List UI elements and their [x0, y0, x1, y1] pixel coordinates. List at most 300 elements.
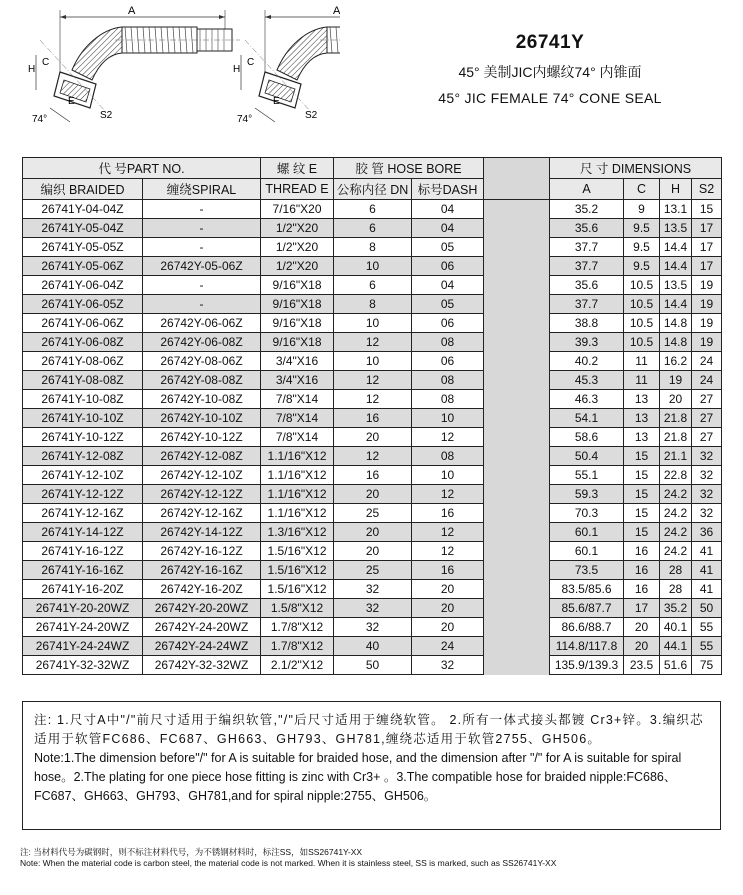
dim-h-cell: 24.2 [660, 504, 692, 523]
gap-cell [484, 523, 550, 542]
dim-h-cell: 14.8 [660, 333, 692, 352]
dim-h-cell: 21.8 [660, 409, 692, 428]
notes-cn: 注: 1.尺寸A中"/"前尺寸适用于编织软管,"/"后尺寸适用于缠绕软管。 2.所有一体式接头都镀 Cr3+锌。3.编织芯适用于软管FC686、FC687、GH663、GH793、GH781,缠绕芯适用于软管2755、GH506。 [34, 713, 704, 746]
bore-dash-cell: 05 [412, 295, 484, 314]
dim-c-cell: 11 [624, 352, 660, 371]
table-row [23, 276, 722, 295]
dim-c-cell: 16 [624, 542, 660, 561]
dim-c-cell: 9.5 [624, 238, 660, 257]
thread-e-cell: 1.7/8"X12 [261, 637, 334, 656]
notes-box [22, 701, 721, 830]
spec-table [22, 157, 722, 675]
bore-dn-cell: 10 [334, 352, 412, 371]
bore-dn-cell: 8 [334, 295, 412, 314]
bore-dash-cell: 16 [412, 561, 484, 580]
dim-h-cell: 24.2 [660, 523, 692, 542]
dim-h-cell: 14.4 [660, 257, 692, 276]
bore-dn-cell: 6 [334, 276, 412, 295]
table-row [23, 599, 722, 618]
gap-cell [484, 371, 550, 390]
table-row [23, 523, 722, 542]
dim-c-cell: 15 [624, 523, 660, 542]
table-row [23, 314, 722, 333]
gap-cell [484, 295, 550, 314]
bore-dash-cell: 20 [412, 580, 484, 599]
table-row [23, 390, 722, 409]
footer [20, 847, 725, 869]
part-braided-cell: 26741Y-16-20Z [23, 580, 143, 599]
header-hose-bore: 胶 管 HOSE BORE [334, 158, 484, 179]
bore-dash-cell: 06 [412, 314, 484, 333]
part-braided-cell: 26741Y-04-04Z [23, 200, 143, 219]
dim-c-cell: 20 [624, 618, 660, 637]
dim-c-cell: 16 [624, 580, 660, 599]
dim-s2-cell: 41 [692, 580, 722, 599]
part-braided-cell: 26741Y-05-06Z [23, 257, 143, 276]
table-row [23, 371, 722, 390]
part-braided-cell: 26741Y-05-04Z [23, 219, 143, 238]
dim-s2-cell: 19 [692, 333, 722, 352]
header-gap [484, 158, 550, 200]
dim-h-cell: 24.2 [660, 542, 692, 561]
bore-dn-cell: 20 [334, 485, 412, 504]
dim-h-cell: 44.1 [660, 637, 692, 656]
bore-dn-cell: 12 [334, 390, 412, 409]
col-braided: 编织 BRAIDED [23, 179, 143, 200]
dim-c-cell: 17 [624, 599, 660, 618]
dim-h-label: H [28, 64, 36, 75]
table-row [23, 200, 722, 219]
gap-cell [484, 200, 550, 219]
thread-e-cell: 9/16"X18 [261, 276, 334, 295]
dim-h-cell: 24.2 [660, 485, 692, 504]
thread-e-cell: 3/4"X16 [261, 352, 334, 371]
gap-cell [484, 219, 550, 238]
part-spiral-cell: 26742Y-14-12Z [143, 523, 261, 542]
dim-c-cell: 16 [624, 561, 660, 580]
part-spiral-cell: 26742Y-06-08Z [143, 333, 261, 352]
subtitle-cn: 45° 美制JIC内螺纹74° 内锥面 [458, 64, 642, 80]
bore-dash-cell: 05 [412, 238, 484, 257]
gap-cell [484, 352, 550, 371]
bore-dn-cell: 32 [334, 599, 412, 618]
thread-e-cell: 1.5/16"X12 [261, 542, 334, 561]
gap-cell [484, 390, 550, 409]
dim-s2-cell: 27 [692, 428, 722, 447]
footer-cn: 注: 当材料代号为碳钢时，则不标注材料代号，为不锈钢材料时，标注SS，如SS26741Y-XX [20, 847, 363, 857]
gap-cell [484, 447, 550, 466]
part-braided-cell: 26741Y-06-06Z [23, 314, 143, 333]
thread-e-cell: 9/16"X18 [261, 314, 334, 333]
bore-dn-cell: 40 [334, 637, 412, 656]
bore-dn-cell: 16 [334, 466, 412, 485]
dim-a-cell: 46.3 [550, 390, 624, 409]
bore-dn-cell: 12 [334, 333, 412, 352]
table-row [23, 409, 722, 428]
dim-c-label: C [42, 57, 50, 68]
bore-dn-cell: 32 [334, 580, 412, 599]
dim-a-cell: 60.1 [550, 542, 624, 561]
bore-dn-cell: 12 [334, 371, 412, 390]
col-thread: THREAD E [261, 179, 334, 200]
bore-dash-cell: 06 [412, 352, 484, 371]
dim-h-cell: 40.1 [660, 618, 692, 637]
dim-s2-cell: 55 [692, 618, 722, 637]
drawing-left [28, 5, 240, 125]
dim-c-cell: 15 [624, 485, 660, 504]
dim-h-cell: 28 [660, 580, 692, 599]
dim-s2-cell: 55 [692, 637, 722, 656]
dim-c-cell: 10.5 [624, 333, 660, 352]
part-braided-cell: 26741Y-06-05Z [23, 295, 143, 314]
bore-dash-cell: 10 [412, 466, 484, 485]
table-row [23, 352, 722, 371]
dim-s2-cell: 24 [692, 371, 722, 390]
bore-dash-cell: 08 [412, 371, 484, 390]
dim-s2-label: S2 [100, 110, 113, 121]
part-spiral-cell: 26742Y-10-10Z [143, 409, 261, 428]
bore-dn-cell: 32 [334, 618, 412, 637]
bore-dn-cell: 20 [334, 523, 412, 542]
bore-dash-cell: 04 [412, 219, 484, 238]
table-row [23, 295, 722, 314]
drawing-right [233, 5, 340, 125]
dim-a-cell: 40.2 [550, 352, 624, 371]
table-row [23, 466, 722, 485]
dim-s2-cell: 32 [692, 447, 722, 466]
dim-a-cell: 55.1 [550, 466, 624, 485]
dim-s2-cell: 27 [692, 409, 722, 428]
gap-cell [484, 485, 550, 504]
part-braided-cell: 26741Y-12-10Z [23, 466, 143, 485]
dim-s2-label-2: S2 [305, 110, 318, 121]
thread-e-cell: 1.7/8"X12 [261, 618, 334, 637]
bore-dash-cell: 04 [412, 200, 484, 219]
col-s2: S2 [692, 179, 722, 200]
part-braided-cell: 26741Y-14-12Z [23, 523, 143, 542]
dim-a-cell: 50.4 [550, 447, 624, 466]
dim-c-cell: 10.5 [624, 276, 660, 295]
table-row [23, 333, 722, 352]
dim-c-cell: 15 [624, 447, 660, 466]
dim-s2-cell: 24 [692, 352, 722, 371]
dim-h-cell: 13.1 [660, 200, 692, 219]
dim-a-cell: 59.3 [550, 485, 624, 504]
dim-h-cell: 22.8 [660, 466, 692, 485]
bore-dash-cell: 20 [412, 599, 484, 618]
dim-s2-cell: 19 [692, 314, 722, 333]
dim-a-cell: 37.7 [550, 257, 624, 276]
thread-e-cell: 9/16"X18 [261, 333, 334, 352]
thread-e-cell: 1.1/16"X12 [261, 485, 334, 504]
bore-dash-cell: 04 [412, 276, 484, 295]
part-braided-cell: 26741Y-05-05Z [23, 238, 143, 257]
col-dn: 公称内径 DN [334, 179, 412, 200]
dim-h-cell: 14.4 [660, 238, 692, 257]
table-row [23, 542, 722, 561]
thread-e-cell: 1.5/16"X12 [261, 580, 334, 599]
spec-table-body [23, 200, 722, 675]
bore-dash-cell: 20 [412, 618, 484, 637]
bore-dash-cell: 06 [412, 257, 484, 276]
table-row [23, 637, 722, 656]
gap-cell [484, 599, 550, 618]
table-row [23, 504, 722, 523]
part-braided-cell: 26741Y-10-10Z [23, 409, 143, 428]
bore-dash-cell: 32 [412, 656, 484, 675]
dim-a-label: A [128, 5, 136, 17]
dim-s2-cell: 32 [692, 504, 722, 523]
dim-s2-cell: 27 [692, 390, 722, 409]
part-braided-cell: 26741Y-08-06Z [23, 352, 143, 371]
part-braided-cell: 26741Y-06-04Z [23, 276, 143, 295]
angle-label: 74° [32, 114, 48, 125]
gap-cell [484, 428, 550, 447]
table-row [23, 219, 722, 238]
dim-h-cell: 35.2 [660, 599, 692, 618]
dim-a-cell: 54.1 [550, 409, 624, 428]
bore-dash-cell: 12 [412, 485, 484, 504]
dim-a-cell: 58.6 [550, 428, 624, 447]
dim-a-cell: 35.6 [550, 276, 624, 295]
dim-s2-cell: 17 [692, 219, 722, 238]
gap-cell [484, 580, 550, 599]
angle-label-2: 74° [237, 114, 253, 125]
bore-dn-cell: 10 [334, 314, 412, 333]
gap-cell [484, 276, 550, 295]
thread-e-cell: 1/2"X20 [261, 219, 334, 238]
bore-dn-cell: 16 [334, 409, 412, 428]
table-row [23, 447, 722, 466]
table-row [23, 257, 722, 276]
bore-dash-cell: 10 [412, 409, 484, 428]
table-row [23, 561, 722, 580]
dim-a-cell: 83.5/85.6 [550, 580, 624, 599]
dim-s2-cell: 41 [692, 542, 722, 561]
bore-dn-cell: 50 [334, 656, 412, 675]
dim-s2-cell: 19 [692, 276, 722, 295]
dim-e-label-2: E [273, 96, 280, 107]
table-row [23, 428, 722, 447]
title-block [380, 32, 720, 106]
part-spiral-cell: 26742Y-06-06Z [143, 314, 261, 333]
part-spiral-cell: 26742Y-12-16Z [143, 504, 261, 523]
part-braided-cell: 26741Y-10-12Z [23, 428, 143, 447]
part-spiral-cell: 26742Y-32-32WZ [143, 656, 261, 675]
thread-e-cell: 1.1/16"X12 [261, 466, 334, 485]
dim-c-cell: 10.5 [624, 314, 660, 333]
dim-a-cell: 37.7 [550, 295, 624, 314]
part-braided-cell: 26741Y-20-20WZ [23, 599, 143, 618]
dim-a-label-2: A [333, 5, 340, 17]
dim-a-cell: 86.6/88.7 [550, 618, 624, 637]
bore-dn-cell: 25 [334, 504, 412, 523]
part-spiral-cell: 26742Y-08-06Z [143, 352, 261, 371]
thread-e-cell: 7/8"X14 [261, 409, 334, 428]
gap-cell [484, 238, 550, 257]
dim-h-cell: 14.4 [660, 295, 692, 314]
dim-s2-cell: 50 [692, 599, 722, 618]
part-spiral-cell: 26742Y-10-08Z [143, 390, 261, 409]
thread-e-cell: 1.5/16"X12 [261, 561, 334, 580]
part-spiral-cell: - [143, 295, 261, 314]
table-row [23, 580, 722, 599]
dim-a-cell: 35.2 [550, 200, 624, 219]
bore-dn-cell: 6 [334, 219, 412, 238]
dim-c-cell: 13 [624, 409, 660, 428]
table-row [23, 618, 722, 637]
part-spiral-cell: 26742Y-10-12Z [143, 428, 261, 447]
bore-dn-cell: 25 [334, 561, 412, 580]
dim-c-cell: 20 [624, 637, 660, 656]
dim-h-label-2: H [233, 64, 241, 75]
thread-e-cell: 1/2"X20 [261, 238, 334, 257]
dim-c-cell: 15 [624, 504, 660, 523]
gap-cell [484, 333, 550, 352]
dim-h-cell: 21.1 [660, 447, 692, 466]
part-spiral-cell: 26742Y-12-10Z [143, 466, 261, 485]
part-braided-cell: 26741Y-16-16Z [23, 561, 143, 580]
dim-s2-cell: 75 [692, 656, 722, 675]
part-spiral-cell: - [143, 276, 261, 295]
bore-dn-cell: 12 [334, 447, 412, 466]
dim-c-cell: 15 [624, 466, 660, 485]
gap-cell [484, 409, 550, 428]
model-number: 26741Y [515, 32, 585, 53]
dim-h-cell: 14.8 [660, 314, 692, 333]
thread-e-cell: 2.1/2"X12 [261, 656, 334, 675]
dim-e-label: E [68, 96, 75, 107]
part-spiral-cell: 26742Y-12-12Z [143, 485, 261, 504]
part-spiral-cell: 26742Y-16-16Z [143, 561, 261, 580]
part-spiral-cell: 26742Y-20-20WZ [143, 599, 261, 618]
gap-cell [484, 561, 550, 580]
part-spiral-cell: 26742Y-08-08Z [143, 371, 261, 390]
part-braided-cell: 26741Y-24-20WZ [23, 618, 143, 637]
gap-cell [484, 504, 550, 523]
thread-e-cell: 7/8"X14 [261, 390, 334, 409]
bore-dn-cell: 8 [334, 238, 412, 257]
bore-dash-cell: 12 [412, 428, 484, 447]
part-braided-cell: 26741Y-12-12Z [23, 485, 143, 504]
dim-a-cell: 35.6 [550, 219, 624, 238]
gap-cell [484, 542, 550, 561]
dim-h-cell: 19 [660, 371, 692, 390]
bore-dn-cell: 20 [334, 542, 412, 561]
dim-h-cell: 51.6 [660, 656, 692, 675]
dim-s2-cell: 36 [692, 523, 722, 542]
part-braided-cell: 26741Y-16-12Z [23, 542, 143, 561]
footer-en: Note: When the material code is carbon steel, the material code is not marked. When it is stainless steel, SS is marked, such as SS26741Y-XX [20, 858, 557, 868]
thread-e-cell: 1.3/16"X12 [261, 523, 334, 542]
part-spiral-cell: - [143, 219, 261, 238]
dim-a-cell: 38.8 [550, 314, 624, 333]
bore-dash-cell: 08 [412, 390, 484, 409]
part-spiral-cell: - [143, 200, 261, 219]
dim-a-cell: 60.1 [550, 523, 624, 542]
dim-h-cell: 13.5 [660, 276, 692, 295]
dim-a-cell: 135.9/139.3 [550, 656, 624, 675]
part-braided-cell: 26741Y-24-24WZ [23, 637, 143, 656]
bore-dn-cell: 20 [334, 428, 412, 447]
dim-h-cell: 20 [660, 390, 692, 409]
bore-dash-cell: 16 [412, 504, 484, 523]
part-braided-cell: 26741Y-12-16Z [23, 504, 143, 523]
bore-dash-cell: 08 [412, 447, 484, 466]
col-dash: 标号DASH [412, 179, 484, 200]
dim-c-cell: 9.5 [624, 257, 660, 276]
dim-c-cell: 11 [624, 371, 660, 390]
fitting-drawings [10, 0, 340, 150]
col-spiral: 缠绕SPIRAL [143, 179, 261, 200]
header-part-no: 代 号PART NO. [23, 158, 261, 179]
dim-s2-cell: 17 [692, 257, 722, 276]
gap-cell [484, 656, 550, 675]
thread-e-cell: 1.1/16"X12 [261, 447, 334, 466]
dim-h-cell: 16.2 [660, 352, 692, 371]
dim-h-cell: 13.5 [660, 219, 692, 238]
thread-e-cell: 1/2"X20 [261, 257, 334, 276]
thread-e-cell: 1.5/8"X12 [261, 599, 334, 618]
col-h: H [660, 179, 692, 200]
part-spiral-cell: 26742Y-24-20WZ [143, 618, 261, 637]
dim-a-cell: 37.7 [550, 238, 624, 257]
table-row [23, 238, 722, 257]
thread-e-cell: 7/16"X20 [261, 200, 334, 219]
bore-dash-cell: 12 [412, 523, 484, 542]
bore-dash-cell: 12 [412, 542, 484, 561]
dim-s2-cell: 32 [692, 466, 722, 485]
dim-s2-cell: 41 [692, 561, 722, 580]
part-spiral-cell: - [143, 238, 261, 257]
part-braided-cell: 26741Y-10-08Z [23, 390, 143, 409]
dim-a-cell: 70.3 [550, 504, 624, 523]
part-braided-cell: 26741Y-12-08Z [23, 447, 143, 466]
gap-cell [484, 466, 550, 485]
col-c: C [624, 179, 660, 200]
dim-c-cell: 9 [624, 200, 660, 219]
dim-a-cell: 85.6/87.7 [550, 599, 624, 618]
table-row [23, 485, 722, 504]
part-braided-cell: 26741Y-08-08Z [23, 371, 143, 390]
dim-s2-cell: 15 [692, 200, 722, 219]
part-spiral-cell: 26742Y-24-24WZ [143, 637, 261, 656]
part-braided-cell: 26741Y-06-08Z [23, 333, 143, 352]
header-dimensions: 尺 寸 DIMENSIONS [550, 158, 722, 179]
dim-a-cell: 114.8/117.8 [550, 637, 624, 656]
part-spiral-cell: 26742Y-16-12Z [143, 542, 261, 561]
dim-s2-cell: 19 [692, 295, 722, 314]
dim-a-cell: 73.5 [550, 561, 624, 580]
subtitle-en: 45° JIC FEMALE 74° CONE SEAL [438, 90, 662, 106]
thread-e-cell: 9/16"X18 [261, 295, 334, 314]
dim-c-cell: 23.5 [624, 656, 660, 675]
thread-e-cell: 1.1/16"X12 [261, 504, 334, 523]
dim-c-cell: 9.5 [624, 219, 660, 238]
bore-dash-cell: 24 [412, 637, 484, 656]
bore-dash-cell: 08 [412, 333, 484, 352]
part-braided-cell: 26741Y-32-32WZ [23, 656, 143, 675]
gap-cell [484, 637, 550, 656]
thread-e-cell: 3/4"X16 [261, 371, 334, 390]
dim-a-cell: 45.3 [550, 371, 624, 390]
gap-cell [484, 618, 550, 637]
gap-cell [484, 314, 550, 333]
dim-s2-cell: 32 [692, 485, 722, 504]
dim-c-label-2: C [247, 57, 255, 68]
dim-a-cell: 39.3 [550, 333, 624, 352]
col-a: A [550, 179, 624, 200]
